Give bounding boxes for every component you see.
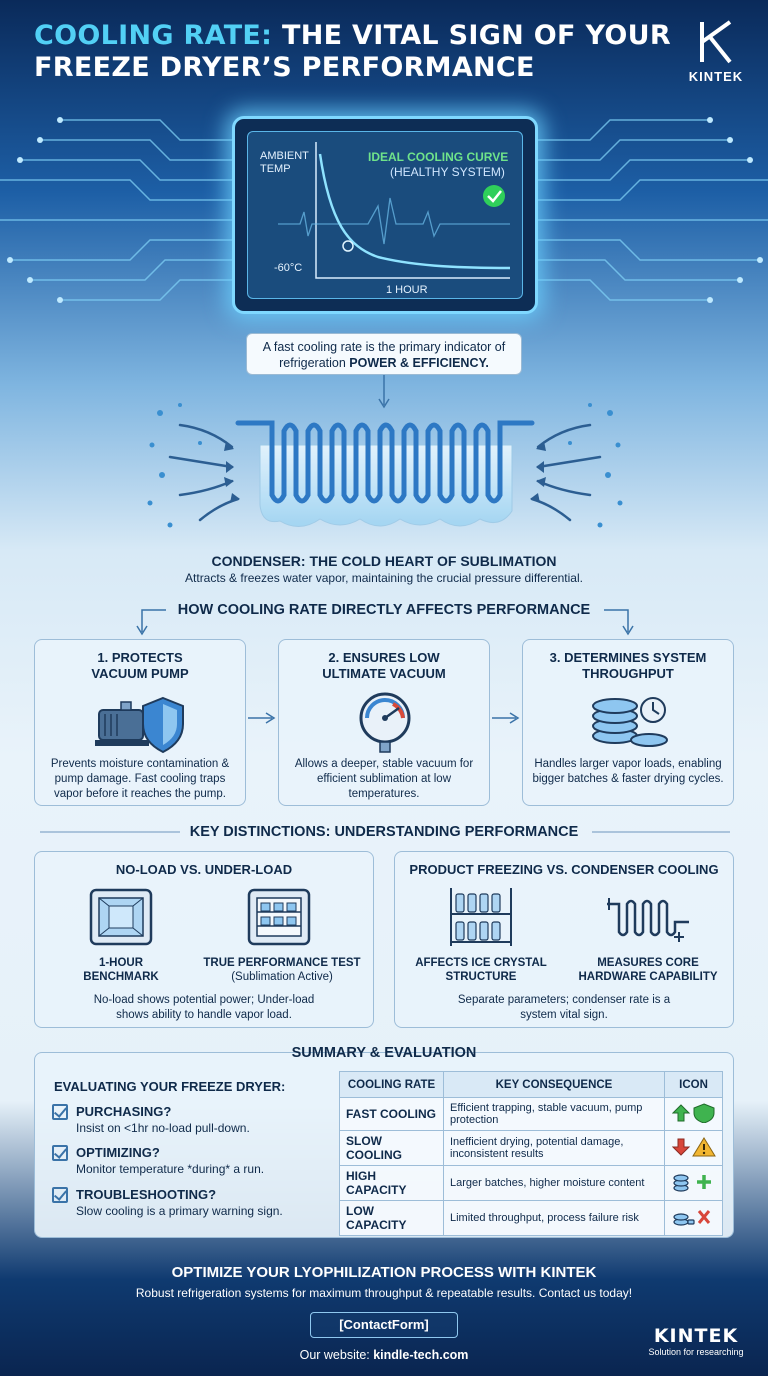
consequence-cell: Limited throughput, process failure risk — [444, 1201, 665, 1236]
callout-emphasis: POWER & EFFICIENCY. — [349, 356, 489, 370]
noload-desc: No-load shows potential power; Under-load shows ability to handle vapor load. — [93, 994, 315, 1021]
card-protects-vacuum-pump — [34, 639, 246, 806]
card-determines-throughput — [522, 639, 734, 806]
database-low-x-icons — [672, 1207, 716, 1227]
product-desc: Separate parameters; condenser rate is a system vital sign. — [457, 994, 671, 1021]
arrow-2-to-3 — [492, 712, 520, 724]
eval-q-purchasing: PURCHASING? — [76, 1104, 172, 1119]
curve-subtitle: (HEALTHY SYSTEM) — [390, 165, 505, 179]
noload-item1-line1: 1-HOUR — [98, 957, 144, 969]
card2-title-line1: 2. ENSURES LOW — [328, 650, 440, 665]
y-bottom-label: -60°C — [274, 262, 303, 274]
vacuum-pump-shield-icon — [93, 692, 189, 756]
power-efficiency-callout — [246, 333, 522, 375]
purchasing-check-icon — [52, 1104, 68, 1120]
down-arrow-warning-icons — [672, 1137, 716, 1157]
card2-desc: Allows a deeper, stable vacuum for efficient sublimation at low temperatures. — [294, 758, 474, 800]
noload-item2-line1: TRUE PERFORMANCE TEST — [203, 957, 361, 969]
condenser-title: CONDENSER: THE COLD HEART OF SUBLIMATION — [211, 553, 557, 569]
card3-title-line2: THROUGHPUT — [582, 666, 674, 681]
healthy-check-icon — [483, 185, 505, 207]
eval-a-troubleshooting: Slow cooling is a primary warning sign. — [76, 1204, 283, 1218]
up-arrow-shield-icons — [672, 1103, 716, 1123]
card3-desc: Handles larger vapor loads, enabling bigger batches & faster drying cycles. — [532, 758, 724, 785]
noload-item1-line2: BENCHMARK — [83, 971, 159, 983]
noload-item2-line2: (Sublimation Active) — [231, 971, 333, 983]
freeze-shelves-icon — [447, 886, 515, 950]
kintek-k-icon — [696, 20, 736, 64]
distinctions-heading: KEY DISTINCTIONS: UNDERSTANDING PERFORMANCE — [189, 824, 579, 840]
rate-cell: HIGH CAPACITY — [340, 1166, 444, 1201]
product-item1-line1: AFFECTS ICE CRYSTAL — [415, 957, 547, 969]
card2-title-line2: ULTIMATE VACUUM — [322, 666, 446, 681]
cooling-curve-monitor — [232, 116, 538, 314]
up-arrow-icon — [673, 1105, 689, 1121]
troubleshooting-check-icon — [52, 1187, 68, 1203]
loaded-chamber-icon — [245, 886, 315, 950]
cooling-rate-table — [339, 1071, 723, 1236]
table-row — [340, 1166, 723, 1201]
eval-q-optimizing: OPTIMIZING? — [76, 1145, 160, 1160]
table-row — [340, 1201, 723, 1236]
eval-a-optimizing: Monitor temperature *during* a run. — [76, 1162, 265, 1176]
card1-desc: Prevents moisture contamination & pump damage. Fast cooling traps vapor before it reaches the pump. — [50, 758, 230, 800]
logo-name: KINTEK — [688, 69, 744, 84]
card1-title-line2: VACUUM PUMP — [91, 666, 189, 681]
plus-icon — [697, 1175, 711, 1189]
shield-icon — [694, 1104, 714, 1123]
pressure-gauge-icon — [355, 690, 417, 754]
card-ensures-low-vacuum — [278, 639, 490, 806]
down-arrow-icon — [673, 1139, 689, 1155]
table-header-row — [340, 1072, 723, 1098]
title-rest: THE VITAL SIGN OF YOUR FREEZE DRYER’S PERFORMANCE — [34, 20, 671, 83]
website-prefix: Our website: — [299, 1348, 374, 1362]
eval-a-purchasing: Insist on <1hr no-load pull-down. — [76, 1121, 250, 1135]
title-accent: COOLING RATE: — [34, 20, 273, 51]
card-noload-vs-underload — [34, 851, 374, 1028]
eval-q-troubleshooting: TROUBLESHOOTING? — [76, 1187, 217, 1202]
page-title — [34, 20, 674, 84]
consequence-cell: Inefficient drying, potential damage, inconsistent results — [444, 1131, 665, 1166]
empty-chamber-icon — [87, 886, 157, 950]
consequence-cell: Efficient trapping, stable vacuum, pump protection — [444, 1098, 665, 1131]
database-icon — [674, 1175, 688, 1191]
product-item2-line2: HARDWARE CAPABILITY — [578, 971, 718, 983]
rate-cell: SLOW COOLING — [340, 1131, 444, 1166]
curve-title: IDEAL COOLING CURVE — [368, 150, 509, 164]
footer-logo-tagline: Solution for researching — [648, 1347, 744, 1357]
card-product-vs-condenser — [394, 851, 734, 1028]
batch-stack-clock-icon — [589, 690, 671, 754]
x-icon — [699, 1211, 709, 1223]
noload-title: NO-LOAD VS. UNDER-LOAD — [115, 862, 293, 877]
table-row — [340, 1098, 723, 1131]
warning-icon — [693, 1138, 715, 1156]
contact-form-button[interactable]: [ContactForm] — [310, 1312, 458, 1338]
database-plus-icons — [672, 1172, 716, 1192]
optimizing-check-icon — [52, 1145, 68, 1161]
footer-title: OPTIMIZE YOUR LYOPHILIZATION PROCESS WITH KINTEK — [171, 1264, 597, 1281]
database-low-icon — [674, 1214, 694, 1225]
table-row — [340, 1131, 723, 1166]
card3-title-line1: 3. DETERMINES SYSTEM — [549, 650, 707, 665]
rate-cell: LOW CAPACITY — [340, 1201, 444, 1236]
kintek-logo-top — [684, 20, 748, 84]
cooling-curve-graph — [248, 132, 524, 300]
eval-title: EVALUATING YOUR FREEZE DRYER: — [54, 1079, 286, 1094]
product-item1-line2: STRUCTURE — [445, 971, 517, 983]
product-title: PRODUCT FREEZING VS. CONDENSER COOLING — [409, 862, 719, 877]
monitor-screen — [247, 131, 523, 299]
condenser-coil-icon — [140, 395, 630, 545]
th-cooling-rate: COOLING RATE — [340, 1072, 444, 1098]
performance-heading: HOW COOLING RATE DIRECTLY AFFECTS PERFORMANCE — [177, 602, 591, 618]
footer-desc: Robust refrigeration systems for maximum throughput & repeatable results. Contact us today! — [135, 1286, 633, 1300]
arrow-1-to-2 — [248, 712, 276, 724]
summary-heading: SUMMARY & EVALUATION — [291, 1045, 477, 1061]
condenser-description: Attracts & freezes water vapor, maintaining the crucial pressure differential. — [185, 571, 583, 585]
rate-cell: FAST COOLING — [340, 1098, 444, 1131]
website-link[interactable]: kindle-tech.com — [373, 1348, 469, 1362]
kintek-logo-bottom — [636, 1325, 756, 1357]
product-item2-line1: MEASURES CORE — [597, 957, 699, 969]
x-axis-label: 1 HOUR — [386, 284, 428, 296]
condenser-coil-small-icon — [605, 892, 691, 944]
th-icon: ICON — [665, 1072, 723, 1098]
y-top-label: AMBIENT TEMP — [260, 150, 309, 175]
card1-title-line1: 1. PROTECTS — [97, 650, 183, 665]
performance-branch-lines — [130, 606, 640, 638]
callout-text: A fast cooling rate is the primary indicator of refrigeration — [262, 340, 506, 370]
th-key-consequence: KEY CONSEQUENCE — [444, 1072, 665, 1098]
consequence-cell: Larger batches, higher moisture content — [444, 1166, 665, 1201]
footer-logo-name: KINTEK — [653, 1325, 739, 1347]
